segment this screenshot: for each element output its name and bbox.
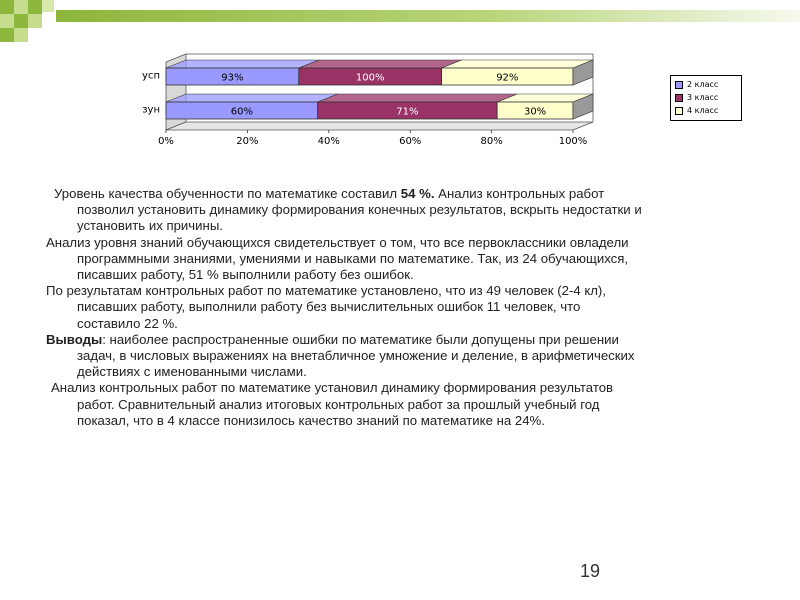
- text-span: : наиболее распространенные ошибки по математике были допущены при решении: [102, 331, 619, 347]
- data-label: 71%: [396, 106, 419, 118]
- bar-segment-top: [442, 60, 593, 68]
- text-span: программными знаниями, умениями и навыками по математике. Так, из 24 обучающихся,: [77, 250, 629, 266]
- x-tick-label: 100%: [558, 136, 588, 147]
- legend-item: [675, 78, 737, 91]
- text-span: писавших работу, выполнили работу без вычислительных ошибок 11 человек, что: [77, 299, 581, 315]
- text-span: позволил установить динамику формирования конечных результатов, вскрыть недостатки и: [77, 202, 642, 218]
- decor-square: [0, 14, 14, 28]
- bar-segment-top: [166, 94, 338, 102]
- decor-square: [14, 0, 28, 14]
- text-span: показал, что в 4 классе понизилось качество знаний по математике на 24%.: [77, 412, 545, 428]
- data-label: 60%: [230, 106, 253, 118]
- decor-square: [14, 14, 28, 28]
- category-label: зун: [142, 104, 160, 116]
- legend-label: 2 класс: [687, 80, 719, 89]
- text-span: писавших работу, 51 % выполнили работу без ошибок.: [77, 267, 414, 283]
- bar-segment-top: [299, 60, 462, 68]
- legend-item: [675, 104, 737, 117]
- data-label: 100%: [355, 72, 385, 84]
- x-tick-label: 20%: [236, 136, 259, 147]
- text-span: задач, в числовых выражениях на внетабличное умножение и деление, в арифметических: [77, 348, 635, 364]
- bar-segment-top: [166, 60, 319, 68]
- text-span: установить их причины.: [77, 218, 223, 234]
- bar-segment-top: [318, 94, 517, 102]
- paragraph-analysis: [46, 380, 758, 429]
- text-span: По результатам контрольных работ по математике установлено, что из 49 человек (2-4 кл),: [46, 283, 606, 299]
- data-label: 93%: [221, 72, 244, 84]
- decor-square: [0, 0, 14, 14]
- legend-label: 3 класс: [687, 93, 719, 102]
- text-span: составило 22 %.: [77, 315, 178, 331]
- x-tick-label: 40%: [317, 136, 340, 147]
- x-tick-label: 80%: [480, 136, 503, 147]
- chart-floor: [166, 122, 593, 130]
- legend-swatch: [675, 107, 683, 115]
- text-span-bold: Выводы: [46, 331, 103, 347]
- text-span-bold: 54 %.: [400, 186, 435, 201]
- paragraph-results: [46, 283, 758, 332]
- header-bar: [56, 10, 800, 22]
- x-tick-label: 0%: [158, 136, 174, 147]
- legend-label: 4 класс: [687, 106, 719, 115]
- category-label: усп: [142, 70, 160, 82]
- decor-square: [0, 28, 14, 42]
- decor-square: [28, 14, 42, 28]
- body-text: [46, 186, 758, 429]
- legend-swatch: [675, 94, 683, 102]
- chart-legend: [670, 75, 742, 121]
- paragraph-conclusions: [46, 332, 758, 381]
- decor-square: [14, 28, 28, 42]
- text-span: Анализ уровня знаний обучающихся свидетельствует о том, что все первоклассники овладели: [46, 234, 629, 250]
- text-span: Анализ контрольных работ: [434, 186, 605, 201]
- text-span: Анализ контрольных работ по математике установил динамику формирования результатов: [51, 380, 614, 396]
- data-label: 92%: [496, 72, 519, 84]
- legend-swatch: [675, 81, 683, 89]
- x-tick-label: 60%: [399, 136, 422, 147]
- stacked-bar-chart: [130, 40, 610, 150]
- data-label: 30%: [523, 106, 547, 118]
- decor-square: [42, 0, 54, 12]
- text-span: Уровень качества обученности по математике составил: [54, 186, 401, 201]
- legend-item: [675, 91, 737, 104]
- text-span: работ. Сравнительный анализ итоговых контрольных работ за прошлый учебный год: [77, 396, 600, 412]
- paragraph-quality: [46, 186, 758, 235]
- page-number: 19: [580, 561, 601, 581]
- paragraph-knowledge: [46, 235, 758, 284]
- decor-square: [28, 0, 42, 14]
- text-span: действиях с именованными числами.: [77, 364, 307, 380]
